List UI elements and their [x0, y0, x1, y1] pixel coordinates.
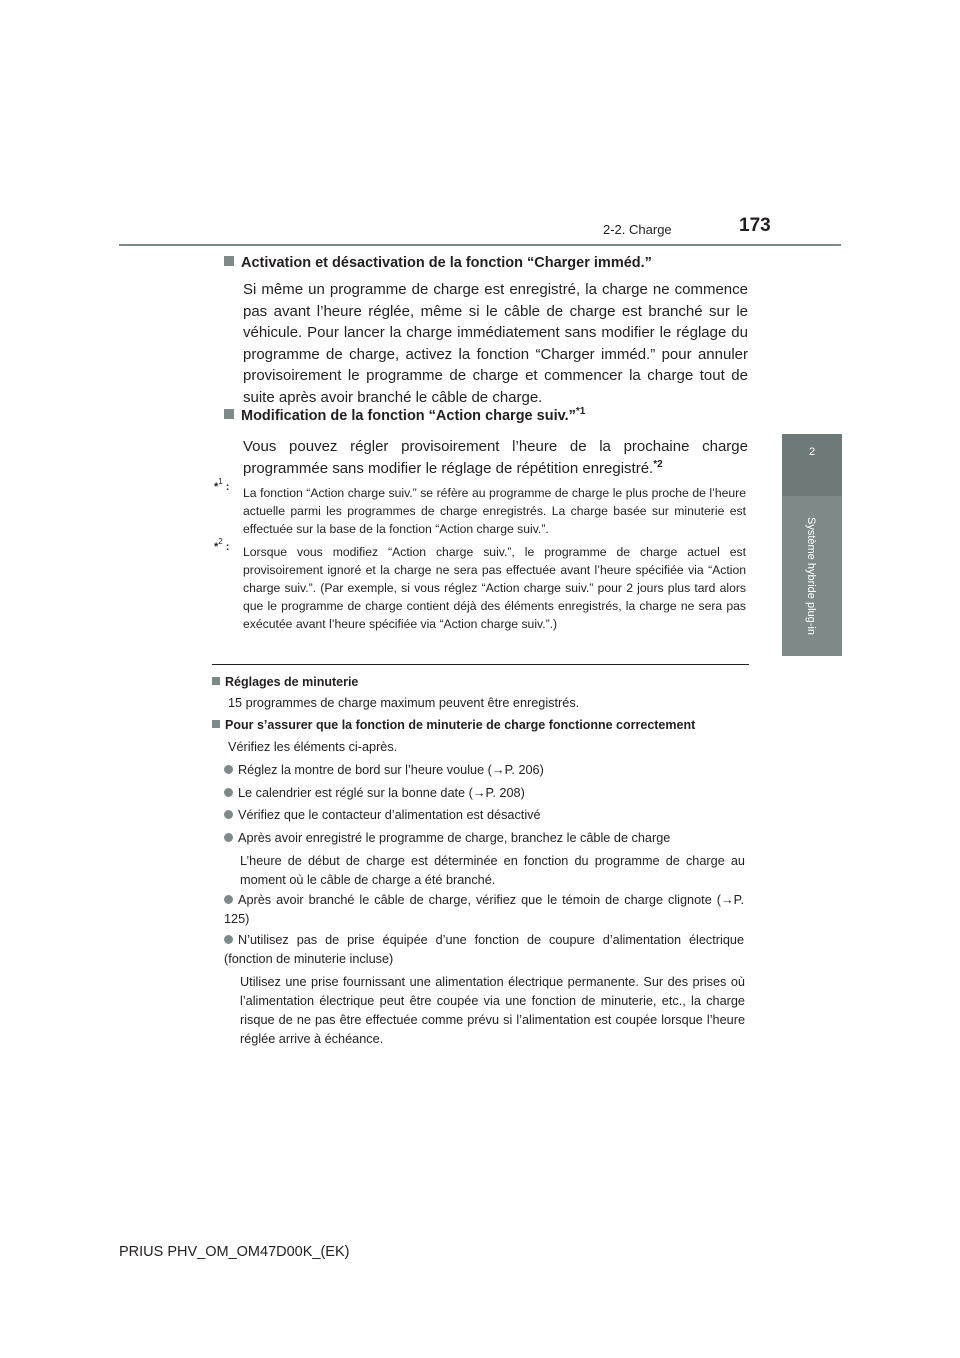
header-rule [119, 244, 841, 246]
list-item: Vérifiez que le contacteur d’alimentation est désactivé [224, 806, 541, 825]
bullet-dot-icon [224, 833, 233, 842]
bullet-dot-icon [224, 765, 233, 774]
note-body-timer: 15 programmes de charge maximum peuvent être enregistrés. [228, 696, 580, 710]
chapter-label: Système hybride plug-in [805, 516, 817, 636]
heading-text: Pour s’assurer que la fonction de minuterie de charge fonctionne correctement [225, 718, 696, 732]
footnote-ref: *2 [653, 458, 663, 470]
list-item: Après avoir branché le câble de charge, vérifiez que le témoin de charge clignote (→P. 125) [224, 893, 744, 926]
note-intro-check: Vérifiez les éléments ci-après. [228, 740, 398, 754]
list-item: Réglez la montre de bord sur l’heure voulue (→P. 206) [224, 761, 544, 780]
list-item: Après avoir enregistré le programme de charge, branchez le câble de charge [224, 829, 670, 848]
note-heading-timer [212, 675, 358, 689]
heading-text: Réglages de minuterie [225, 675, 359, 689]
list-item-detail: L’heure de début de charge est déterminée en fonction du programme de charge au moment où le câble de charge a été branché. [240, 854, 745, 887]
chapter-tab [782, 434, 842, 496]
heading-text: Activation et désactivation de la fonction “Charger imméd.” [241, 255, 652, 271]
note-heading-check [212, 718, 695, 732]
square-bullet-icon [212, 677, 220, 685]
document-code: PRIUS PHV_OM_OM47D00K_(EK) [119, 1244, 350, 1260]
chapter-label-wrap [804, 500, 818, 652]
list-item: N’utilisez pas de prise équipée d’une fonction de coupure d’alimentation électrique (fonction de minuterie incluse) [224, 933, 744, 966]
footnote-marker-2: *$^2$ : [214, 537, 230, 553]
bullet-dot-icon [224, 895, 233, 904]
footnote-ref: *1 [575, 406, 586, 417]
bullet-dot-icon [224, 935, 233, 944]
bullet-dot-icon [224, 788, 233, 797]
bullet-dot-icon [224, 810, 233, 819]
footnote-text-2: Lorsque vous modifiez “Action charge suiv.”, le programme de charge actuel est provisoirement ignoré et la charge ne sera pas effectuée avant l’heure spécifiée via “Action charge suiv.”. (Par exemple, si vous réglez “Action charge suiv.” pour 2 jours plus tard alors que le programme de charge contient déjà des éléments enregistrés, la charge ne sera pas exécutée avant l’heure spécifiée via “Action charge suiv.”.) [243, 545, 746, 632]
chapter-number: 2 [808, 446, 816, 458]
section-body-action-charge [243, 436, 748, 479]
section-heading-charger-immed [224, 255, 652, 271]
section-divider [212, 664, 749, 665]
list-item: Le calendrier est réglé sur la bonne date (→P. 208) [224, 784, 525, 803]
section-title: 2-2. Charge [603, 222, 672, 237]
square-bullet-icon [224, 409, 234, 419]
body-text: Vous pouvez régler provisoirement l’heure de la prochaine charge programmée sans modifier le réglage de répétition enregistré. [243, 438, 748, 477]
list-item-detail: Utilisez une prise fournissant une alimentation électrique permanente. Sur des prises où l’alimentation électrique peut être coupée via une fonction de minuterie, etc., la charge risque de ne pas être effectuée comme prévu si l’alimentation est coupée lorsque l’heure réglée arrive à échéance. [240, 975, 745, 1046]
footnote-marker-1: *$^1$ : [214, 477, 230, 493]
section-body-charger-immed: Si même un programme de charge est enregistré, la charge ne commence pas avant l’heure réglée, même si le câble de charge est branché sur le véhicule. Pour lancer la charge immédiatement sans modifier le réglage du programme de charge, activez la fonction “Charger imméd.” pour annuler provisoirement le programme de charge et commencer la charge tout de suite après avoir branché le câble de charge. [243, 281, 748, 406]
page-number: 173 [739, 215, 771, 236]
square-bullet-icon [212, 720, 220, 728]
footnote-text-1: La fonction “Action charge suiv.” se réfère au programme de charge le plus proche de l’heure actuelle parmi les programmes de charge enregistrés. La charge basée sur minuterie est effectuée sur la base de la fonction “Action charge suiv.”. [243, 486, 746, 537]
heading-text: Modification de la fonction “Action charge suiv.” [241, 408, 576, 424]
section-heading-action-charge [224, 408, 585, 424]
square-bullet-icon [224, 256, 234, 266]
